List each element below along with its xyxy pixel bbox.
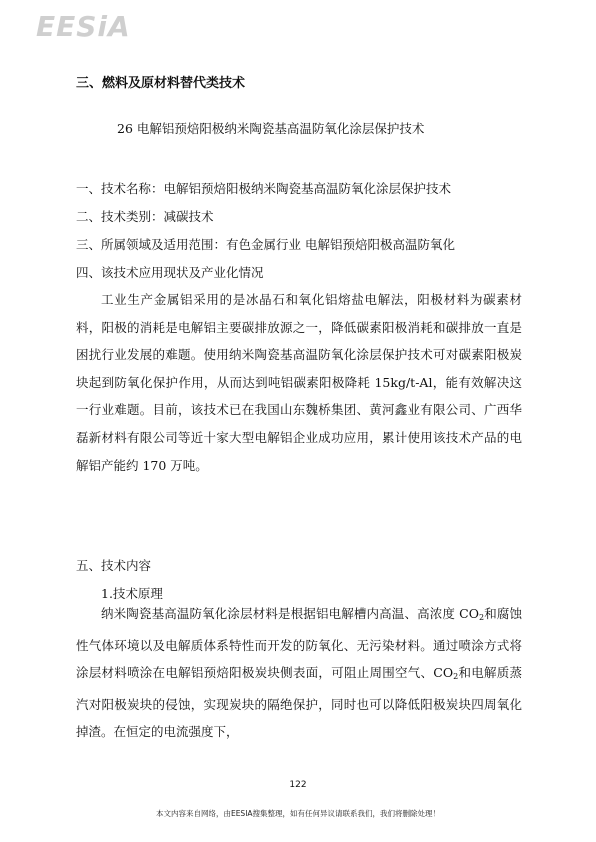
principle-heading: 1.技术原理 xyxy=(101,586,163,601)
item-application-status: 四、该技术应用现状及产业化情况 xyxy=(76,265,264,280)
eesia-logo: EESiA xyxy=(36,10,131,43)
document-title: 26 电解铝预焙阳极纳米陶瓷基高温防氧化涂层保护技术 xyxy=(117,121,425,136)
principle-paragraph xyxy=(76,600,522,746)
item-technology-name: 一、技术名称：电解铝预焙阳极纳米陶瓷基高温防氧化涂层保护技术 xyxy=(76,181,452,196)
item-application-scope: 三、所属领域及适用范围：有色金属行业 电解铝预焙阳极高温防氧化 xyxy=(76,237,455,252)
subscript-two: 2 xyxy=(478,613,485,622)
status-paragraph: 工业生产金属铝采用的是冰晶石和氧化铝熔盐电解法，阳极材料为碳素材料，阳极的消耗是电解铝主要碳排放源之一，降低碳素阳极消耗和碳排放一直是困扰行业发展的难题。使用纳米陶瓷基高温防氧化涂层保护技术可对碳素阳极炭块起到防氧化保护作用，从而达到吨铝碳素阳极降耗 15kg/t-Al，能有效解决这一行业难题。目前，该技术已在我国山东魏桥集团、黄河鑫业有限公司、广西华磊新材料有限公司等近十家大型电解铝企业成功应用，累计使用该技术产品的电解铝产能约 170 万吨。 xyxy=(76,292,522,473)
principle-text-part: 和腐蚀性气体环境以及电解质体系特性而开发的防氧化、无污染材料。通过喷涂方式将涂层材料喷涂在电解铝预焙阳极炭块侧表面，可阻止周围空气、CO xyxy=(76,606,522,681)
subscript-two: 2 xyxy=(453,672,459,682)
item-technology-category: 二、技术类别：减碳技术 xyxy=(76,209,214,224)
page-number: 122 xyxy=(289,780,307,790)
footer-disclaimer: 本文内容来自网络，由EESIA搜集整理，如有任何异议请联系我们，我们将删除处理！ xyxy=(155,809,441,818)
section-title: 三、燃料及原材料替代类技术 xyxy=(76,76,246,91)
principle-text-part: 纳米陶瓷基高温防氧化涂层材料是根据铝电解槽内高温、高浓度 CO xyxy=(101,606,479,621)
technology-content-heading: 五、技术内容 xyxy=(76,558,152,573)
principle-text-part: 和电解质蒸汽对阳极炭块的侵蚀，实现炭块的隔绝保护，同时也可以降低阳极炭块四周氧化掉渣。在恒定的电流强度下， xyxy=(76,665,522,740)
